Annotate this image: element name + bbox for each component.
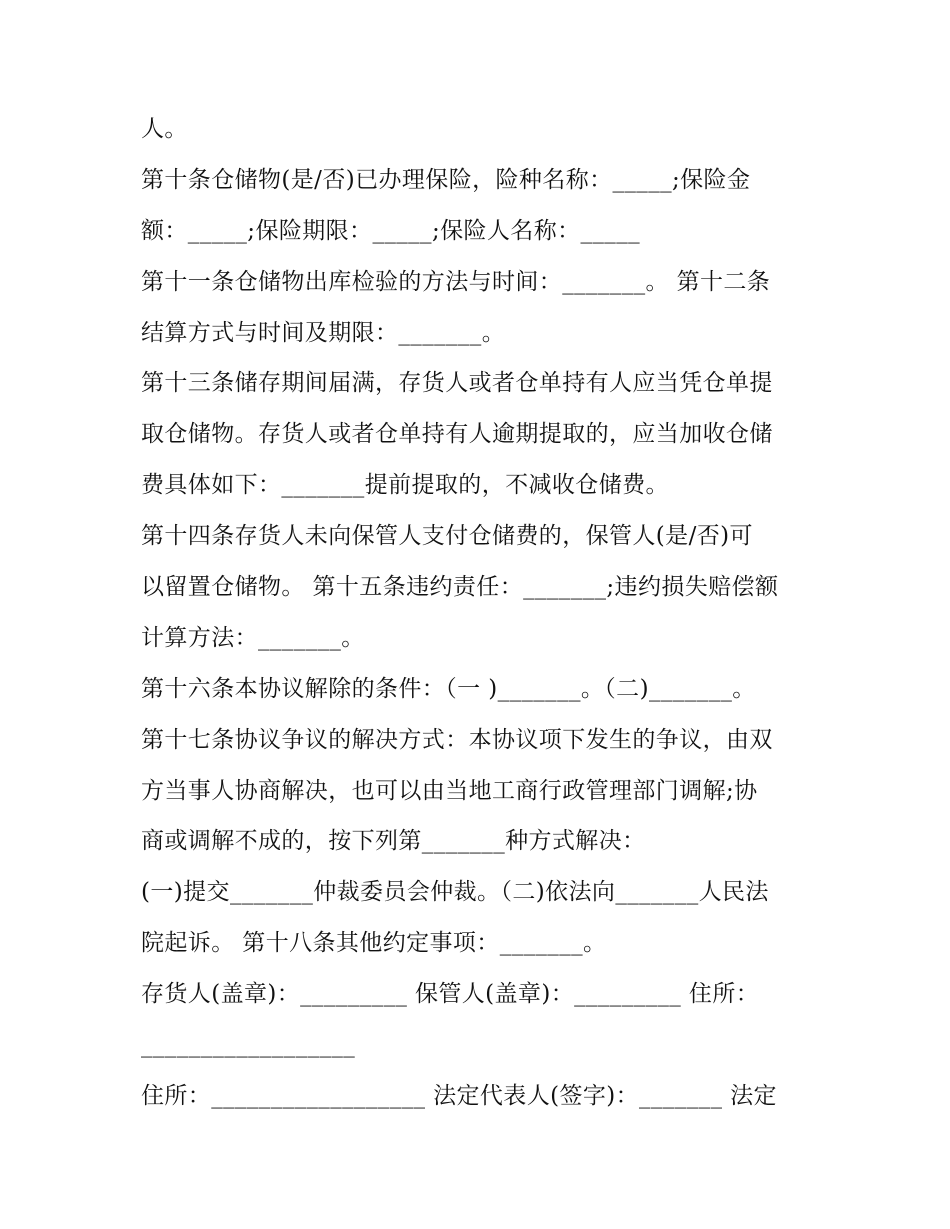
text-line: 第十四条存货人未向保管人支付仓储费的，保管人(是/否)可 — [141, 523, 753, 550]
text-line: (一)提交_______仲裁委员会仲裁。（二)依法向_______人民法 — [141, 879, 769, 906]
text-line: 额：_____;保险期限：_____;保险人名称：_____ — [141, 217, 640, 244]
text-line: 存货人(盖章)：_________ 保管人(盖章)：_________ 住所： — [141, 981, 760, 1008]
text-line: 费具体如下：_______提前提取的，不减收仓储费。 — [141, 472, 669, 499]
text-line: 第十六条本协议解除的条件：（一 )_______。（二)_______。 — [141, 675, 756, 702]
text-line: 住所：__________________ 法定代表人(签字)：_______ 法定 — [141, 1082, 777, 1109]
text-line: 院起诉。 第十八条其他约定事项：_______。 — [141, 930, 607, 957]
text-line: 结算方式与时间及期限：_______。 — [141, 319, 506, 346]
text-line: 人。 — [141, 116, 188, 142]
text-line: 第十一条仓储物出库检验的方法与时间：_______。 第十二条 — [141, 268, 771, 295]
text-line: __________________ — [141, 1032, 356, 1059]
text-line: 商或调解不成的，按下列第_______种方式解决： — [141, 828, 646, 855]
contract-body — [141, 104, 821, 1122]
text-line: 取仓储物。存货人或者仓单持有人逾期提取的，应当加收仓储 — [141, 421, 773, 448]
text-line: 计算方法：_______。 — [141, 624, 365, 651]
text-line: 第十条仓储物(是/否)已办理保险，险种名称：_____;保险金 — [141, 166, 751, 193]
text-line: 第十七条协议争议的解决方式：本协议项下发生的争议，由双 — [141, 726, 773, 753]
text-line: 以留置仓储物。 第十五条违约责任：_______;违约损失赔偿额 — [141, 574, 779, 601]
text-line: 方当事人协商解决，也可以由当地工商行政管理部门调解;协 — [141, 777, 758, 804]
text-line: 第十三条储存期间届满，存货人或者仓单持有人应当凭仓单提 — [141, 370, 773, 397]
